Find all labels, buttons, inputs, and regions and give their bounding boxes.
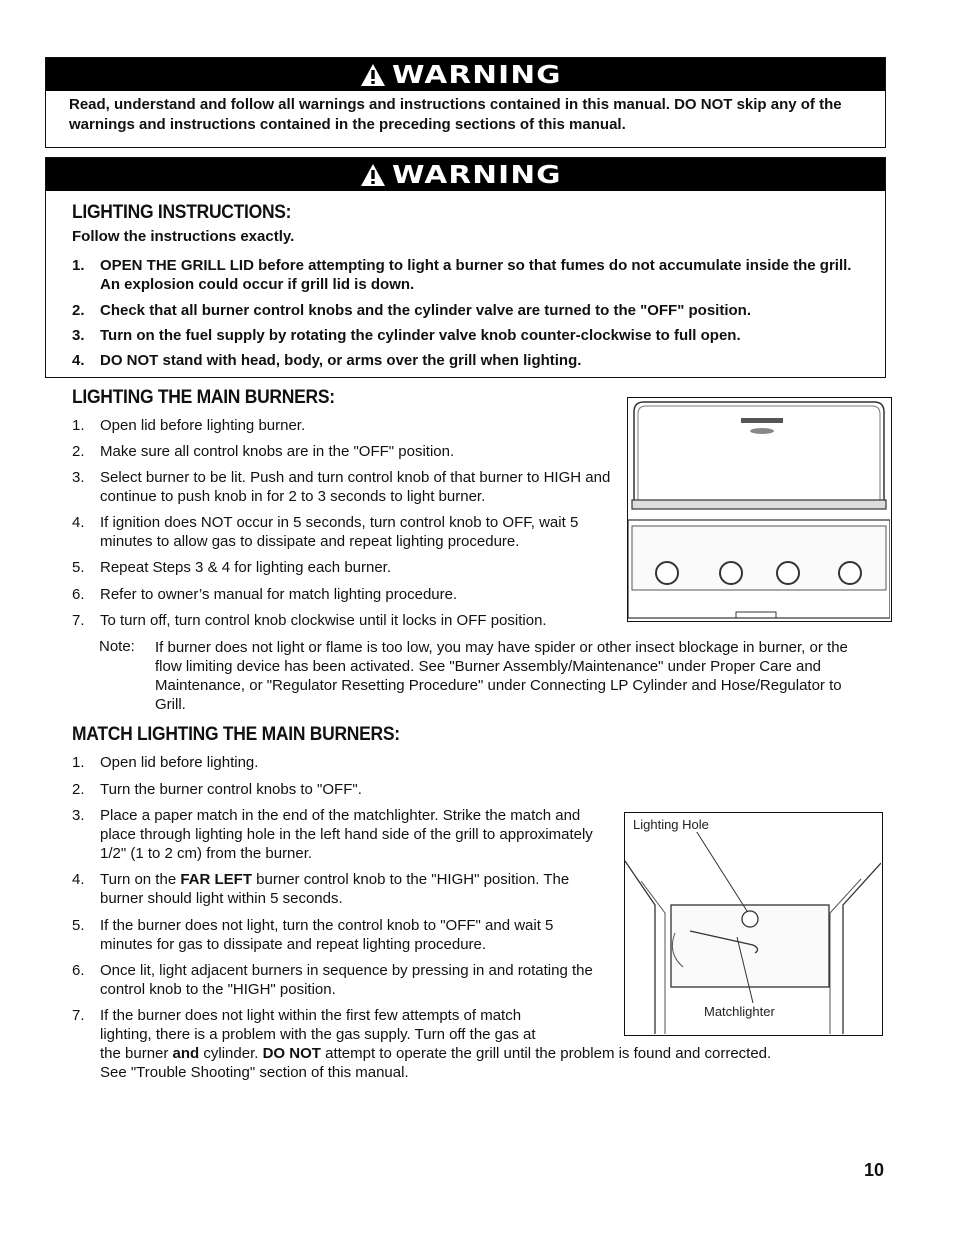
matchlighter-drawing: [625, 813, 881, 1034]
lighting-hole-label: Lighting Hole: [633, 817, 709, 832]
warning-triangle-icon: [360, 63, 386, 87]
grill-front-illustration: [627, 397, 892, 622]
grill-front-drawing: [628, 398, 890, 620]
warning-banner: [46, 58, 885, 91]
warning-triangle-icon: [360, 163, 386, 187]
main-burners-heading: LIGHTING THE MAIN BURNERS:: [72, 387, 335, 408]
warning-banner: [46, 158, 885, 191]
warning-text: Read, understand and follow all warnings and instructions contained in this manual. DO NOT skip any of the warnings and instructions contained in the preceding sections of this manual.: [69, 96, 842, 133]
page-number: 10: [863, 1160, 884, 1180]
warning-title: WARNING: [391, 160, 562, 189]
lighting-instructions-subheading: Follow the instructions exactly.: [72, 228, 295, 245]
warning-box-general: [45, 57, 886, 148]
matchlighter-label: Matchlighter: [704, 1004, 775, 1019]
lighting-instructions-heading: LIGHTING INSTRUCTIONS:: [72, 202, 292, 223]
matchlighter-illustration: [624, 812, 883, 1036]
note-text: If burner does not light or flame is too low, you may have spider or other insect blockage in burner, or the flow limiting device has been activated. See "Burner Assembly/Maintenance" under Proper Care and Maintenance, or "Regulator Resetting Procedure" under Connecting LP Cylinder and Hose/Regulator to Grill.: [155, 639, 848, 713]
match-lighting-heading: MATCH LIGHTING THE MAIN BURNERS:: [72, 724, 400, 745]
warning-title: WARNING: [391, 60, 562, 89]
note-label: Note:: [99, 638, 135, 655]
